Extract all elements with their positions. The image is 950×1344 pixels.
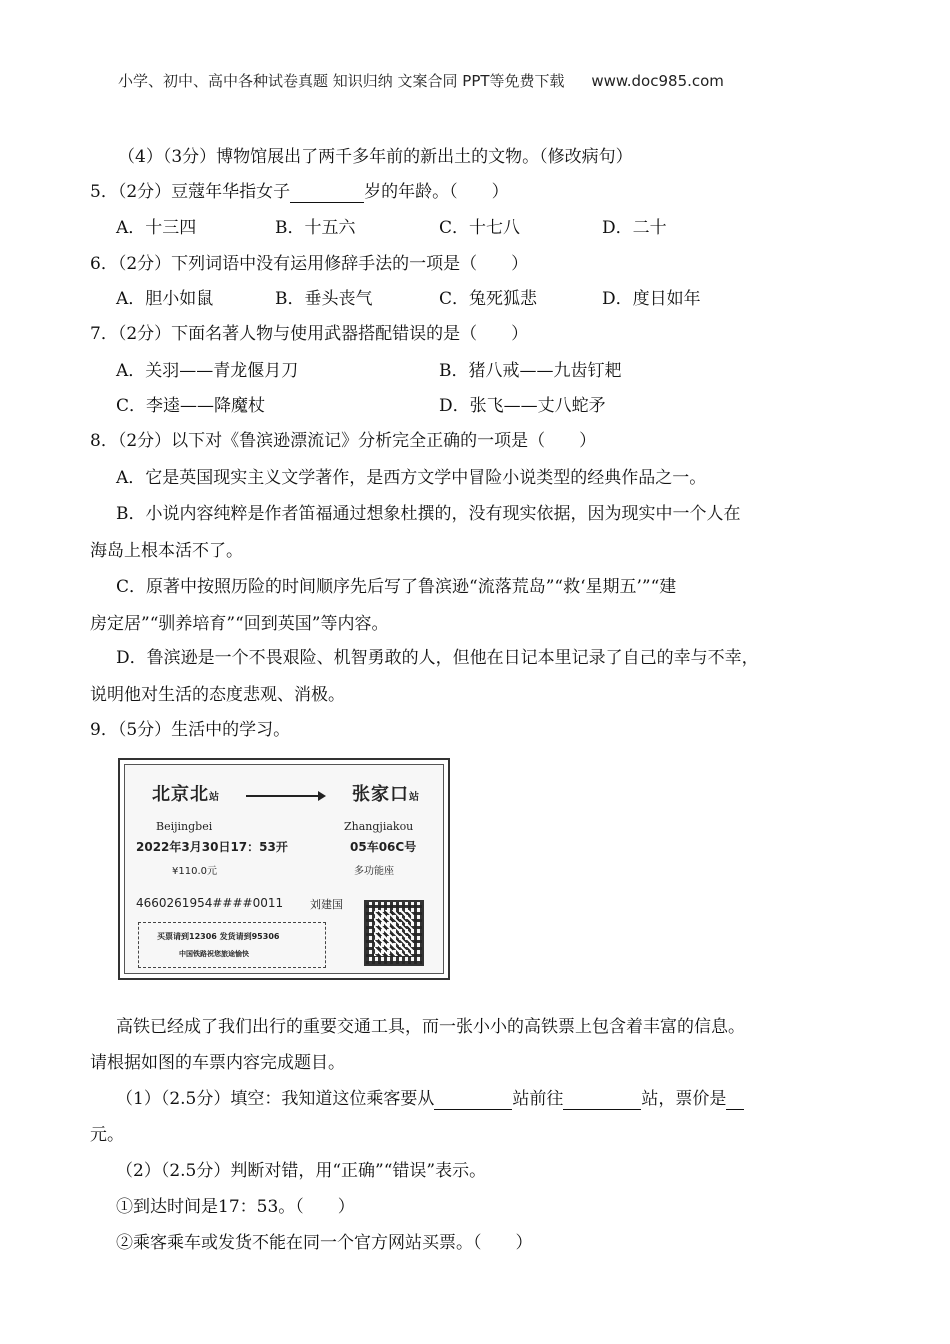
q6-option-a[interactable]: A．胆小如鼠 bbox=[116, 289, 214, 309]
q9-blank-price[interactable] bbox=[726, 1091, 744, 1110]
q9-part2: （2）（2.5分）判断对错，用“正确”“错误”表示。 bbox=[116, 1161, 487, 1181]
ticket-notice-box bbox=[138, 922, 326, 968]
ticket-notice-line1: 买票请到12306 发货请到95306 bbox=[157, 932, 280, 941]
q5-stem bbox=[90, 181, 509, 203]
q5-option-b[interactable]: B．十五六 bbox=[275, 218, 356, 238]
ticket-from-suffix: 站 bbox=[209, 792, 220, 803]
q9-judge-1[interactable]: ①到达时间是17：53。（ ） bbox=[116, 1197, 355, 1217]
q8-option-b-line1[interactable]: B．小说内容纯粹是作者笛福通过想象杜撰的，没有现实依据，因为现实中一个人在 bbox=[116, 504, 741, 524]
q7-option-a[interactable]: A．关羽——青龙偃月刀 bbox=[116, 361, 299, 381]
q9-part1-text-b: 站前往 bbox=[512, 1089, 564, 1109]
q9-intro-line1: 高铁已经成了我们出行的重要交通工具，而一张小小的高铁票上包含着丰富的信息。 bbox=[116, 1017, 745, 1037]
q9-part1-text-a: （1）（2.5分）填空：我知道这位乘客要从 bbox=[116, 1089, 435, 1109]
q5-stem-after: 岁的年龄。（ ） bbox=[364, 182, 509, 202]
train-ticket bbox=[118, 758, 450, 980]
q6-option-d[interactable]: D．度日如年 bbox=[602, 289, 701, 309]
q7-option-d[interactable]: D．张飞——丈八蛇矛 bbox=[439, 396, 606, 416]
q8-option-d-line1[interactable]: D．鲁滨逊是一个不畏艰险、机智勇敢的人，但他在日记本里记录了自己的幸与不幸， bbox=[116, 648, 759, 668]
q9-part1-unit: 元。 bbox=[90, 1125, 124, 1145]
q7-stem: 7．（2分）下面名著人物与使用武器搭配错误的是（ ） bbox=[90, 324, 529, 344]
q9-part1 bbox=[116, 1088, 744, 1110]
q9-intro-line2: 请根据如图的车票内容完成题目。 bbox=[90, 1053, 345, 1073]
header-url[interactable]: www.doc985.com bbox=[591, 72, 724, 90]
q5-blank[interactable] bbox=[290, 184, 364, 203]
q8-option-c-line1[interactable]: C．原著中按照历险的时间顺序先后写了鲁滨逊“流落荒岛”“救‘星期五’”“建 bbox=[116, 577, 677, 597]
arrow-right-icon bbox=[246, 790, 326, 802]
ticket-to-station bbox=[352, 780, 420, 806]
q7-option-c[interactable]: C．李逵——降魔杖 bbox=[116, 396, 266, 416]
ticket-name: 刘建国 bbox=[310, 898, 343, 911]
q9-judge-2[interactable]: ②乘客乘车或发货不能在同一个官方网站买票。（ ） bbox=[116, 1233, 533, 1253]
q6-option-b[interactable]: B．垂头丧气 bbox=[275, 289, 373, 309]
q8-stem: 8．（2分）以下对《鲁滨逊漂流记》分析完全正确的一项是（ ） bbox=[90, 431, 597, 451]
header-text: 小学、初中、高中各种试卷真题 知识归纳 文案合同 PPT等免费下载 bbox=[118, 72, 565, 90]
q5-stem-before: 5．（2分）豆蔻年华指女子 bbox=[90, 182, 291, 202]
q9-blank-from[interactable] bbox=[434, 1091, 512, 1110]
ticket-from: 北京北 bbox=[152, 784, 209, 805]
q8-option-a[interactable]: A．它是英国现实主义文学著作，是西方文学中冒险小说类型的经典作品之一。 bbox=[116, 468, 707, 488]
ticket-datetime: 2022年3月30日17：53开 bbox=[136, 840, 288, 854]
site-header bbox=[118, 70, 724, 91]
q8-option-c-line2: 房定居”“驯养培育”“回到英国”等内容。 bbox=[90, 614, 389, 634]
q9-blank-to[interactable] bbox=[563, 1091, 641, 1110]
q5-option-c[interactable]: C．十七八 bbox=[439, 218, 521, 238]
q9-part1-text-c: 站，票价是 bbox=[641, 1089, 727, 1109]
q5-option-a[interactable]: A．十三四 bbox=[116, 218, 197, 238]
q7-option-b[interactable]: B．猪八戒——九齿钉耙 bbox=[439, 361, 622, 381]
q9-stem: 9．（5分）生活中的学习。 bbox=[90, 720, 291, 740]
ticket-to-suffix: 站 bbox=[409, 792, 420, 803]
q6-option-c[interactable]: C．兔死狐悲 bbox=[439, 289, 538, 309]
q8-option-d-line2: 说明他对生活的态度悲观、消极。 bbox=[90, 685, 345, 705]
q4-sub4: （4）（3分）博物馆展出了两千多年前的新出土的文物。（修改病句） bbox=[118, 147, 633, 167]
q8-option-b-line2: 海岛上根本活不了。 bbox=[90, 541, 243, 561]
ticket-to: 张家口 bbox=[352, 784, 409, 805]
ticket-to-pinyin: Zhangjiakou bbox=[344, 820, 414, 833]
ticket-seat-type: 多功能座 bbox=[354, 866, 394, 877]
q5-option-d[interactable]: D．二十 bbox=[602, 218, 667, 238]
ticket-from-station bbox=[152, 780, 220, 806]
ticket-price: ¥110.0元 bbox=[172, 866, 217, 877]
ticket-seat: 05车06C号 bbox=[350, 840, 417, 854]
ticket-id: 4660261954####0011 bbox=[136, 896, 284, 910]
q6-stem: 6．（2分）下列词语中没有运用修辞手法的一项是（ ） bbox=[90, 254, 529, 274]
ticket-notice-line2: 中国铁路祝您旅途愉快 bbox=[179, 950, 249, 958]
ticket-from-pinyin: Beijingbei bbox=[156, 820, 213, 833]
qr-code-icon bbox=[364, 900, 424, 966]
